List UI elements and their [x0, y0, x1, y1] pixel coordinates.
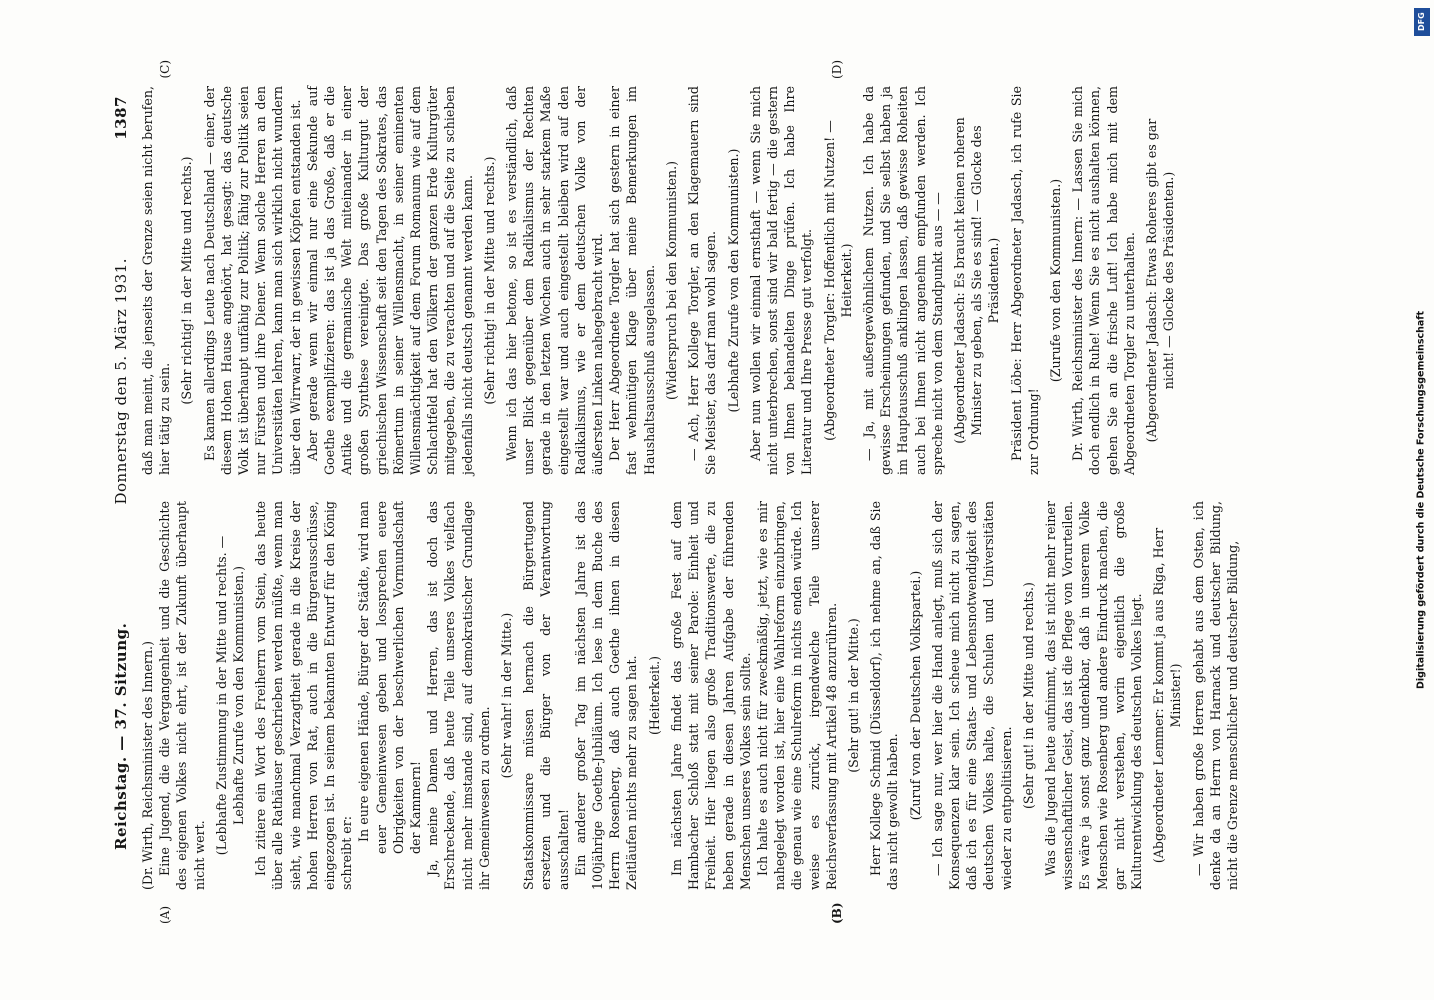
interjection: (Sehr richtig! in der Mitte und rechts.) [481, 156, 497, 405]
interjection: (Lebhafte Zustimmung in der Mitte und rechts. — Lebhafte Zurufe von den Kommunisten.) [213, 535, 247, 856]
header-date: Donnerstag den 5. März 1931. [112, 257, 130, 505]
interjection: (Heiterkeit.) [646, 656, 662, 735]
quotation: In eure eigenen Hände, Bürger der Städte, wird man euer Gemeinwesen geben und lossprechen euere Obrigkeiten von der beschwerlichen Vormundschaft der Kammern! [356, 501, 424, 854]
paragraph: Ein anderer großer Tag im nächsten Jahre ist das 100jährige Goethe-Jubiläum. Ich lese in dem Buche des Herrn Rosenberg, daß auch Goethe ihnen in diesen Zeitläufen nichts mehr zu sagen hat. [572, 501, 640, 890]
paragraph: Dr. Wirth, Reichsminister des Innern: — Lassen Sie mich doch endlich in Ruhe! Wenn Sie es nicht aushalten können, gehen Sie an die frische Luft! Ich habe mich mit dem Abgeordneten Torgler zu unterhalten. [1070, 86, 1137, 475]
paragraph: Aber nun wollen wir einmal ernsthaft — wenn Sie mich nicht unterbrechen, sonst sind wir bald fertig — die gestern von Ihnen behandelten Dinge prüfen. Ich habe Ihre Literatur und Ihre Presse gut verfolgt. [747, 86, 815, 475]
paragraph: — Ich sage nur, wer hier die Hand anlegt, muß sich der Konsequenzen klar sein. Ich scheue mich nicht zu sagen, daß ich es für eine Staats- und Lebensnotwendigkeit des deutschen Volkes halte, die Schulen und Universitäten wieder zu entpolitisieren. [929, 501, 1014, 890]
paragraph: — Ach, Herr Kollege Torgler, an den Klagemauern sind Sie Meister, das darf man wohl sagen. [686, 86, 719, 475]
margin-marker-a: (A) [158, 905, 172, 924]
president-statement: Präsident Löbe: Herr Abgeordneter Jadasch, ich rufe Sie zur Ordnung! [1008, 86, 1041, 475]
paragraph: Wenn ich das hier betone, so ist es verständlich, daß unser Blick gegenüber dem Radikalismus der Rechten gerade in den letzten Wochen auch in sehr starkem Maße eingestellt war und auch eingestellt bleiben wird auf den Radikalismus, wie er dem deutschen Volke von der äußersten Linken nahegebracht wird. [504, 86, 606, 475]
interjection: (Zurufe von den Kommunisten.) [1047, 178, 1063, 383]
paragraph: Im nächsten Jahre findet das große Fest auf dem Hambacher Schloß statt mit seiner Parole: Einheit und Freiheit. Hier liegen also große Traditionswerte, die zu heben gerade in diesen Jahren Aufgabe der führenden Menschen unseres Volkes sein sollte. [668, 501, 753, 890]
dfg-logo: DFG [1414, 8, 1430, 36]
paragraph: Was die Jugend heute aufnimmt, das ist nicht mehr reiner wissenschaftlicher Geist, das ist die Pflege von Vorurteilen. Es wäre ja sonst ganz undenkbar, daß in unserem Volke Menschen wie Rosenberg und andere Eindruck machen, die gar nicht verstehen, worin eigentlich die große Kulturentwicklung des deutschen Volkes liegt. [1042, 501, 1144, 890]
margin-marker-c: (C) [158, 60, 172, 79]
paragraph: Herr Kollege Schmid (Düsseldorf), ich nehme an, daß Sie das nicht gewollt haben. [868, 501, 901, 890]
digitization-credit [1408, 0, 1434, 1000]
paragraph: daß man meint, die jenseits der Grenze seien nicht berufen, hier tätig zu sein. [140, 86, 173, 475]
interjection: (Lebhafte Zurufe von den Kommunisten.) [725, 148, 741, 413]
interjection: (Sehr wahr! in der Mitte.) [499, 612, 515, 779]
header-left: Reichstag. — 37. Sitzung. [112, 622, 130, 850]
margin-marker-d: (D) [830, 60, 844, 79]
paragraph: — Wir haben große Herren gehabt aus dem Osten, ich denke da an Herrn von Harnack und deutscher Bildung, nicht die Grenze menschlicher und deutscher Bildung, [1190, 501, 1240, 890]
page-content [57, 50, 1377, 950]
paragraph: Ich zitiere ein Wort des Freiherrn vom Stein, das heute über alle Rathäuser geschrieben werden müßte, wenn man sieht, wie manchmal Verzagtheit gerade in die Kreise der hohen Herren von Rat, auch in die Bürgerausschüsse, eingezogen ist. In seinem bekannten Entwurf für den König schreibt er: [253, 501, 355, 890]
credit-text: Digitalisierung gefördert durch die Deutsche Forschungsgemeinschaft [1415, 311, 1427, 689]
interjection: (Sehr richtig! in der Mitte und rechts.) [179, 156, 195, 405]
paragraph: Ja, meine Damen und Herren, das ist doch das Erschreckende, daß heute Teile unseres Volkes vielfach nicht mehr imstande sind, auf demokratischer Grundlage ihr Gemeinwesen zu ordnen. [425, 501, 492, 890]
page-number: 1387 [112, 96, 130, 140]
paragraph: Aber gerade wenn wir einmal nur eine Sekunde auf Goethe exemplifizieren: das ist ja das Große, daß er die Antike und die germanische Welt miteinander in einer großen Synthese vereinigte. Das große Kulturgut der griechischen Wissenschaft seit den Tagen des Sokrates, das Römertum in seiner Willensmacht, in seiner eminenten Willensmächtigkeit auf dem Forum Romanum wie auf dem Schlachtfeld hat den Völkern der ganzen Erde Kulturgüter mitgegeben, die zu verachten und auf die Seite zu schieben jedenfalls nicht deutsch genannt werden kann. [304, 86, 475, 475]
interjection: (Sehr gut! in der Mitte und rechts.) [1020, 582, 1036, 809]
text-columns [139, 60, 1357, 924]
interjection: (Abgeordneter Jadasch: Etwas Roheres gibt es gar nicht! — Glocke des Präsidenten.) [1143, 118, 1177, 443]
paragraph: Staatskommissare müssen hernach die Bürgertugend ersetzen und die Bürger von der Verantwortung ausschalten! [521, 501, 571, 890]
paragraph: Es kamen allerdings Leute nach Deutschland — einer, der diesem Hohen Hause angehört, hat gesagt: das deutsche Volk ist überhaupt unfähig zur Politik; fähig zur Politik seien nur Fürsten und ihre Diener. Wenn solche Herren an den Universitäten lehren, kann man sich wirklich nicht wundern über den Wirrwarr, der in gewissen Köpfen entstanden ist. [201, 86, 303, 475]
interjection: (Widerspruch bei den Kommunisten.) [663, 161, 679, 400]
left-column [139, 501, 1357, 924]
margin-marker-b: (B) [830, 902, 844, 924]
paragraph: Eine Jugend, die die Vergangenheit und die Geschichte des eigenen Volkes nicht ehrt, ist der Zukunft überhaupt nicht wert. [157, 501, 207, 890]
right-column [139, 60, 1357, 475]
paragraph: — Ja, mit außergewöhnlichem Nutzen. Ich habe da gewisse Erscheinungen gefunden, und Sie selbst haben ja im Hauptausschuß anklingen lassen, daß gewisse Roheiten auch bei Ihnen nicht angenehm empfunden werden. Ich spreche nicht von dem Standpunkt aus — — [860, 86, 945, 475]
interjection: (Sehr gut! in der Mitte.) [845, 618, 861, 773]
interjection: (Zuruf von der Deutschen Volkspartei.) [907, 570, 923, 821]
running-header [112, 86, 136, 890]
interjection: (Abgeordneter Lemmer: Er kommt ja aus Riga, Herr Minister!) [1151, 527, 1184, 864]
paragraph: Der Herr Abgeordnete Torgler hat sich gestern in einer fast wehmütigen Klage über meine Bemerkungen im Haushaltsausschuß ausgelassen. [607, 86, 657, 475]
paragraph: Ich halte es auch nicht für zweckmäßig, jetzt, wie es mir nahegelegt worden ist, hier eine Wahlreform einzubringen, die genau wie eine Schulreform in nichts enden würde. Ich weise es zurück, irgendwelche Teile unserer Reichsverfassung mit Artikel 48 anzurühren. [754, 501, 839, 890]
interjection: (Abgeordneter Torgler: Hoffentlich mit Nutzen! — Heiterkeit.) [821, 120, 854, 441]
rotated-page [57, 50, 1377, 950]
interjection: (Abgeordneter Jadasch: Es braucht keinen roheren Minister zu geben, als Sie es sind! — Glocke des Präsidenten.) [951, 117, 1002, 444]
speaker-line: (Dr. Wirth, Reichsminister des Innern.) [140, 641, 155, 890]
